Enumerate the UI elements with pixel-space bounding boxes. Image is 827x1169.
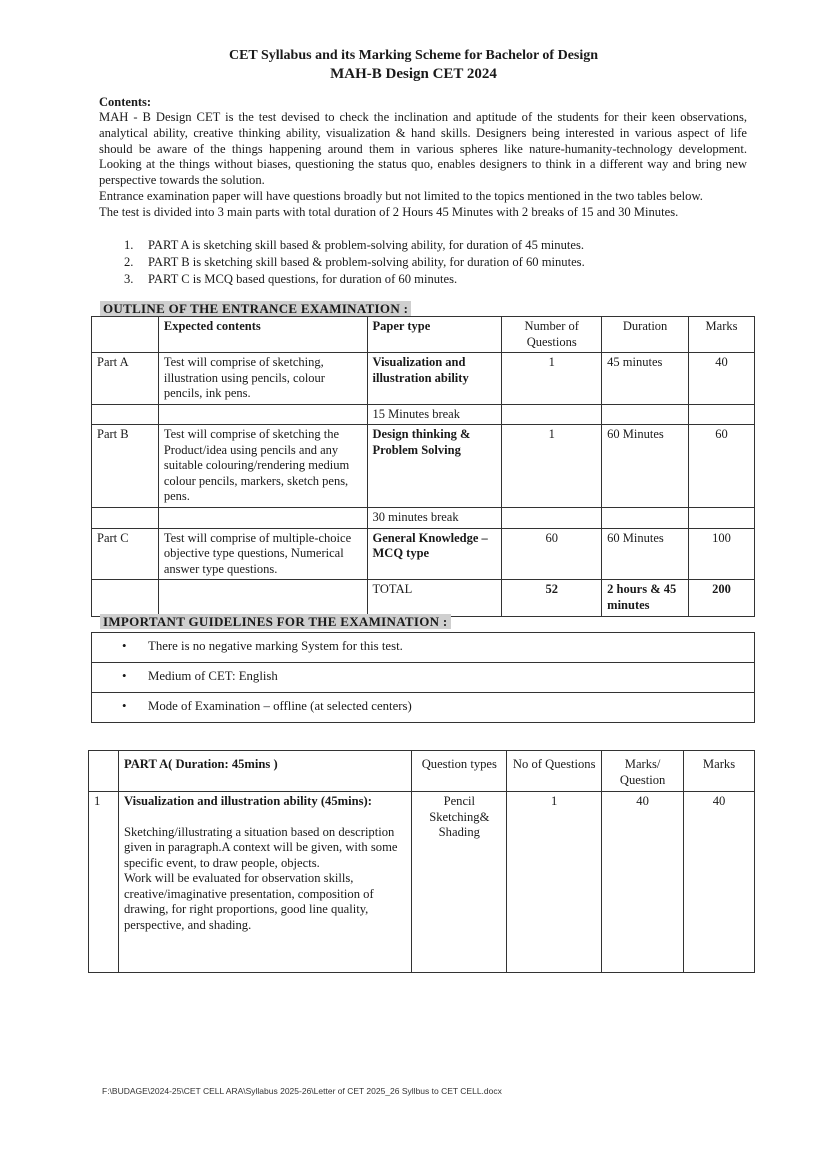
section-description bbox=[118, 792, 411, 973]
file-path-footer: F:\BUDAGE\2024-25\CET CELL ARA\Syllabus 2025-26\Letter of CET 2025_26 Syllbus to CET CELL.docx bbox=[102, 1086, 502, 1096]
guideline-row bbox=[92, 693, 755, 723]
section-title: Visualization and illustration ability (45mins): bbox=[123, 794, 372, 808]
guideline-row bbox=[92, 633, 755, 663]
table-header-row bbox=[89, 751, 755, 792]
duration: 60 Minutes bbox=[602, 528, 689, 580]
table-row bbox=[92, 353, 755, 405]
header-duration: Duration bbox=[602, 317, 689, 353]
list-item bbox=[124, 237, 744, 254]
number-of-questions: 1 bbox=[502, 353, 602, 405]
list-text: PART A is sketching skill based & problem-solving ability, for duration of 45 minutes. bbox=[148, 238, 585, 252]
intro-paragraph-1: MAH - B Design CET is the test devised to check the inclination and aptitude of the students for their keen observations, analytical ability, creative thinking ability, visualization & hand skills. Designers being interested in various aspect of life should be aware of the things happening around them in various spheres like nature-humanity-technology development. Looking at the things without biases, questioning the status quo, enables designers to think in a different way and bring new perspective towards the solution. bbox=[99, 110, 747, 188]
header-expected-contents: Expected contents bbox=[158, 317, 367, 353]
number-of-questions: 1 bbox=[502, 425, 602, 508]
table-row bbox=[92, 508, 755, 529]
list-number: 3. bbox=[124, 272, 134, 286]
section-desc-2: Work will be evaluated for observation skills, creative/imaginative presentation, composition of drawing, for right proportions, good line quality, perspective, and shading. bbox=[123, 871, 374, 932]
list-number: 2. bbox=[124, 255, 134, 269]
document-subtitle: MAH-B Design CET 2024 bbox=[330, 66, 497, 82]
total-marks: 200 bbox=[689, 580, 755, 617]
marks: 40 bbox=[684, 792, 755, 973]
table-row bbox=[92, 528, 755, 580]
list-item bbox=[124, 254, 744, 271]
section-desc-1: Sketching/illustrating a situation based on description given in paragraph.A context will be given, with some specific event, to draw people, objects. bbox=[123, 824, 398, 870]
header-paper-type: Paper type bbox=[367, 317, 502, 353]
parts-list bbox=[124, 237, 744, 288]
paper-type: General Knowledge – MCQ type bbox=[367, 528, 502, 580]
list-text: PART C is MCQ based questions, for duration of 60 minutes. bbox=[148, 272, 458, 286]
list-number: 1. bbox=[124, 238, 134, 252]
no-of-questions: 1 bbox=[507, 792, 602, 973]
break-label: 15 Minutes break bbox=[367, 404, 502, 425]
marks: 100 bbox=[689, 528, 755, 580]
outline-table bbox=[91, 316, 755, 617]
bullet: • bbox=[122, 639, 127, 654]
part-label: Part C bbox=[92, 528, 159, 580]
guidelines-heading: IMPORTANT GUIDELINES FOR THE EXAMINATION : bbox=[100, 614, 451, 629]
header-no-of-questions: No of Questions bbox=[507, 751, 602, 792]
question-type: Pencil Sketching& Shading bbox=[412, 792, 507, 973]
duration: 60 Minutes bbox=[602, 425, 689, 508]
table-row bbox=[89, 792, 755, 973]
marks: 60 bbox=[689, 425, 755, 508]
guideline-row bbox=[92, 663, 755, 693]
list-text: PART B is sketching skill based & problem-solving ability, for duration of 60 minutes. bbox=[148, 255, 585, 269]
marks: 40 bbox=[689, 353, 755, 405]
header-question-types: Question types bbox=[412, 751, 507, 792]
serial-number: 1 bbox=[89, 792, 119, 973]
guideline-text: Mode of Examination – offline (at selected centers) bbox=[148, 699, 412, 714]
total-duration: 2 hours & 45 minutes bbox=[602, 580, 689, 617]
bullet: • bbox=[122, 699, 127, 714]
contents-label: Contents: bbox=[99, 95, 152, 109]
intro-paragraph-2: Entrance examination paper will have questions broadly but not limited to the topics mentioned in the two tables below. bbox=[99, 188, 703, 203]
list-item bbox=[124, 271, 744, 288]
table-row bbox=[92, 404, 755, 425]
header-marks: Marks bbox=[684, 751, 755, 792]
intro-text bbox=[99, 110, 747, 221]
guideline-text: There is no negative marking System for this test. bbox=[148, 639, 403, 654]
duration: 45 minutes bbox=[602, 353, 689, 405]
total-questions: 52 bbox=[502, 580, 602, 617]
part-label: Part B bbox=[92, 425, 159, 508]
marks-per-question: 40 bbox=[602, 792, 684, 973]
table-total-row bbox=[92, 580, 755, 617]
document-title: CET Syllabus and its Marking Scheme for Bachelor of Design bbox=[228, 48, 599, 63]
paper-type: Design thinking & Problem Solving bbox=[367, 425, 502, 508]
part-label: Part A bbox=[92, 353, 159, 405]
intro-paragraph-3: The test is divided into 3 main parts with total duration of 2 Hours 45 Minutes with 2 breaks of 15 and 30 Minutes. bbox=[99, 204, 679, 219]
expected-contents: Test will comprise of multiple-choice objective type questions, Numerical answer type questions. bbox=[158, 528, 367, 580]
break-label: 30 minutes break bbox=[367, 508, 502, 529]
bullet: • bbox=[122, 669, 127, 684]
paper-type: Visualization and illustration ability bbox=[367, 353, 502, 405]
outline-heading: OUTLINE OF THE ENTRANCE EXAMINATION : bbox=[100, 301, 411, 316]
table-row bbox=[92, 425, 755, 508]
guidelines-table bbox=[91, 632, 755, 723]
part-a-table bbox=[88, 750, 755, 973]
total-label: TOTAL bbox=[367, 580, 502, 617]
number-of-questions: 60 bbox=[502, 528, 602, 580]
table-header-row bbox=[92, 317, 755, 353]
header-marks: Marks bbox=[689, 317, 755, 353]
header-marks-per-question: Marks/ Question bbox=[602, 751, 684, 792]
expected-contents: Test will comprise of sketching the Product/idea using pencils and any suitable colouring/rendering medium colour pencils, markers, sketch pens, pens. bbox=[158, 425, 367, 508]
expected-contents: Test will comprise of sketching, illustration using pencils, colour pencils, ink pens. bbox=[158, 353, 367, 405]
header-number-of-questions: Number of Questions bbox=[502, 317, 602, 353]
part-a-title: PART A( Duration: 45mins ) bbox=[118, 751, 411, 792]
guideline-text: Medium of CET: English bbox=[148, 669, 278, 684]
